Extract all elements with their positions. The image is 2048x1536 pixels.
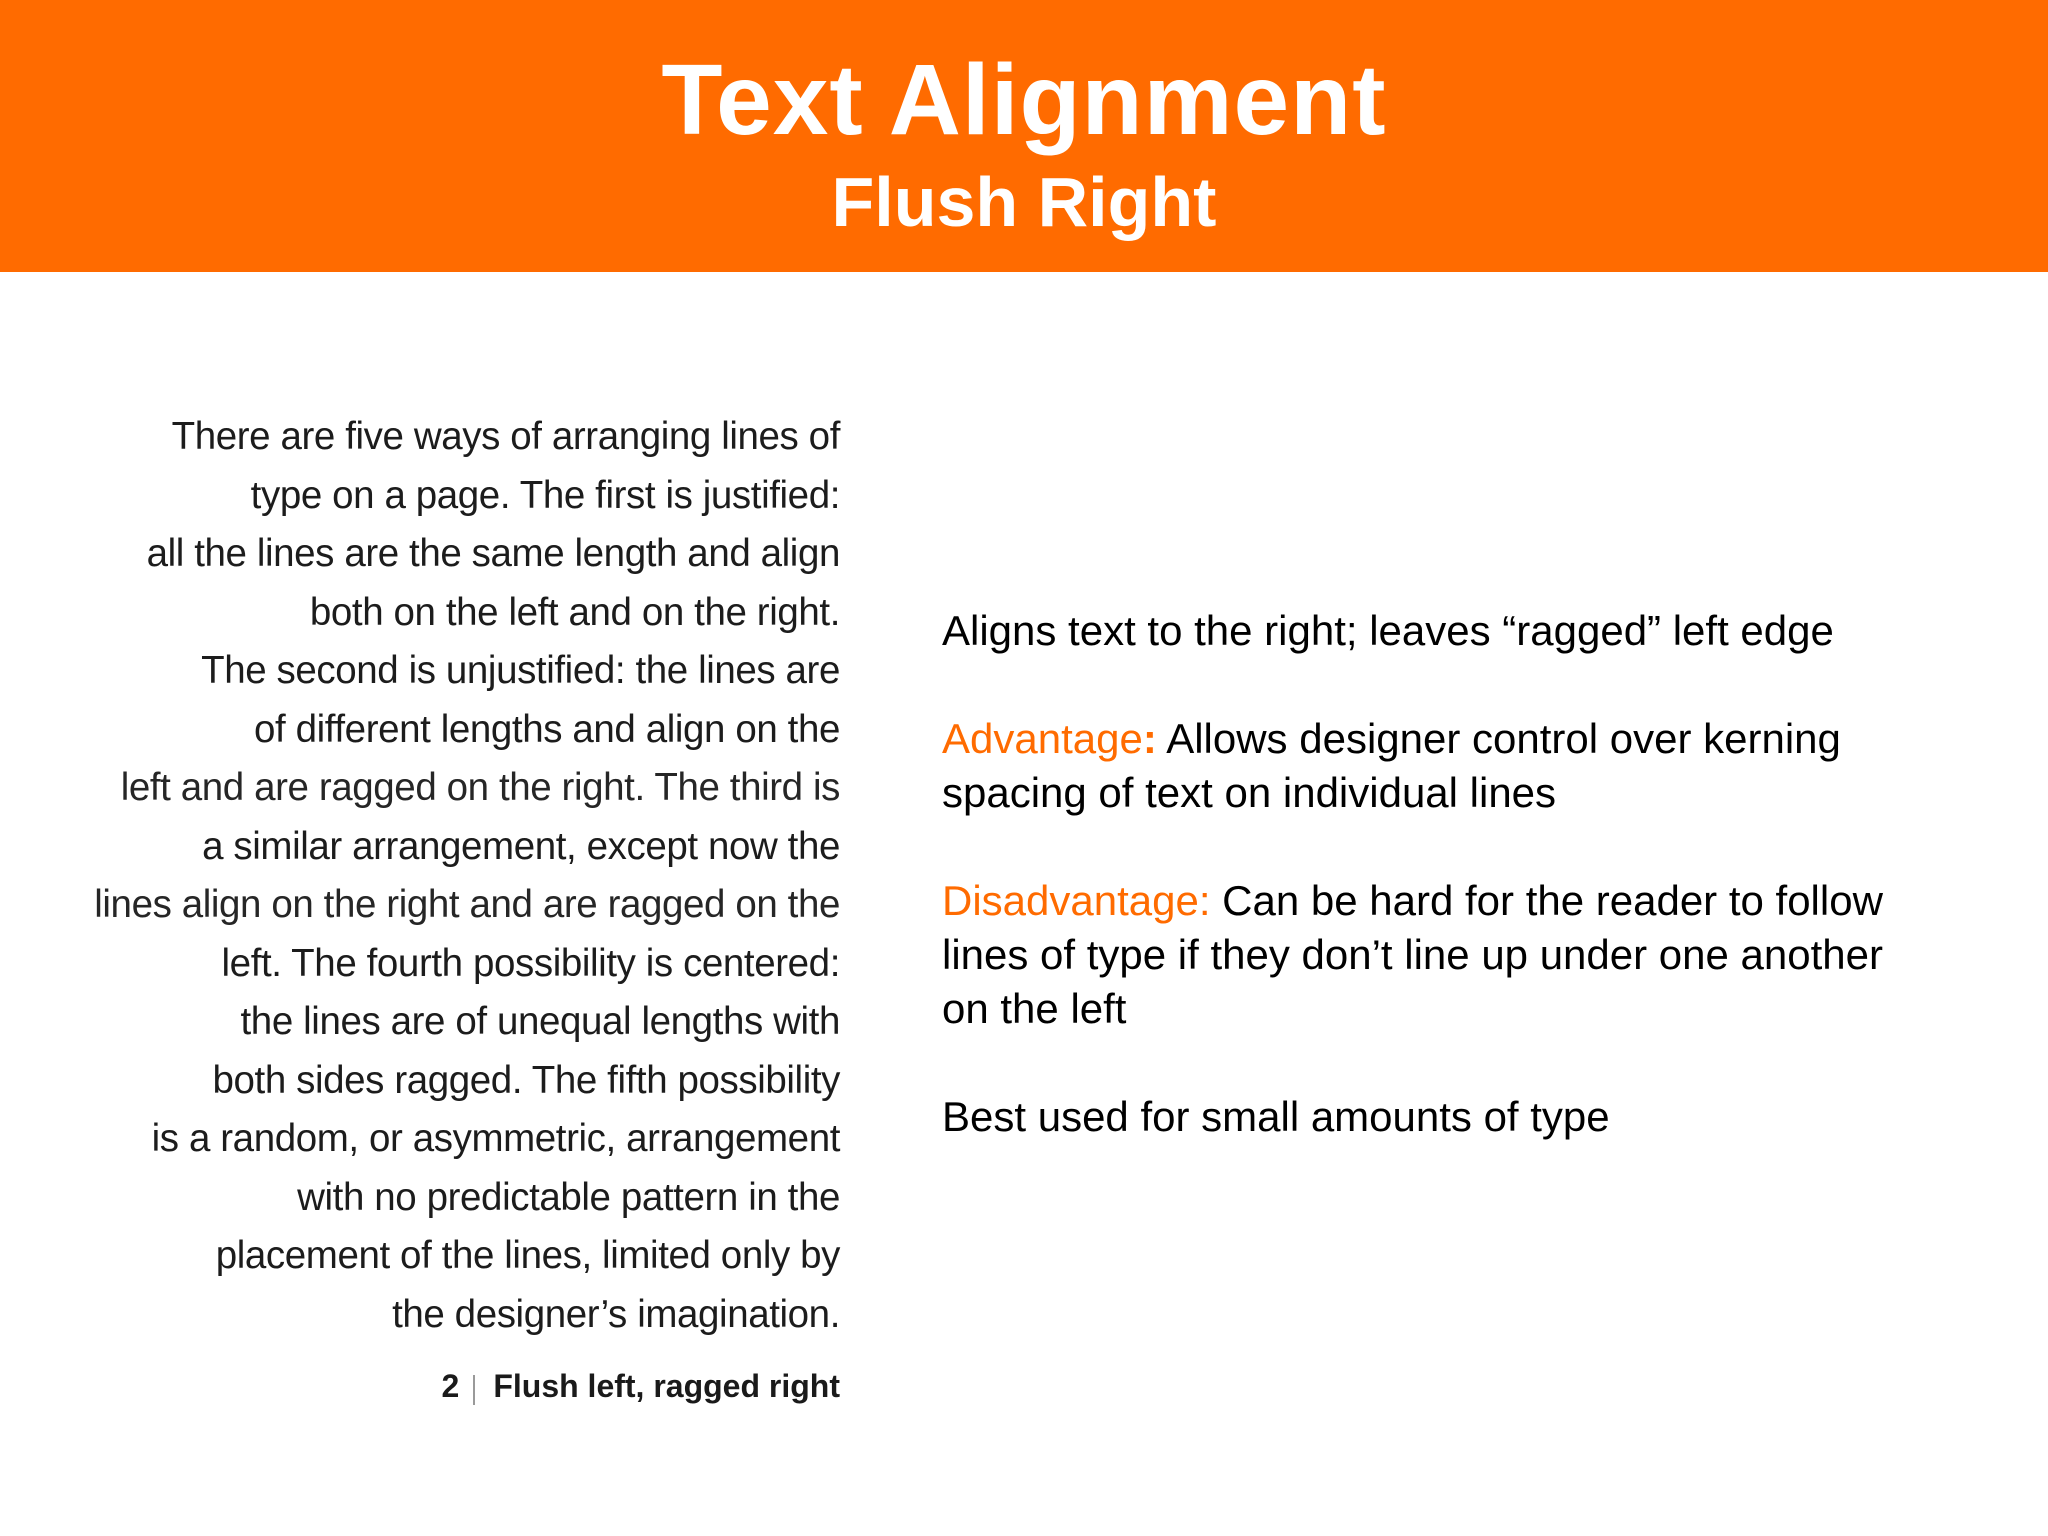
scan-line: both sides ragged. The fifth possibility bbox=[212, 1058, 840, 1102]
scan-line: with no predictable pattern in the bbox=[297, 1175, 840, 1219]
figure-caption-text: Flush left, ragged right bbox=[493, 1368, 840, 1404]
scan-line: There are five ways of arranging lines of bbox=[171, 415, 840, 458]
disadvantage-label: Disadvantage: bbox=[942, 877, 1211, 924]
disadvantage-line-1 bbox=[942, 874, 2032, 928]
scan-line: The second is unjustified: the lines are bbox=[201, 649, 840, 692]
slide-subtitle: Flush Right bbox=[831, 163, 1217, 241]
advantage-line-2: spacing of text on individual lines bbox=[942, 769, 1557, 816]
spacer bbox=[942, 820, 2032, 874]
scan-line: left. The fourth possibility is centered: bbox=[221, 941, 840, 985]
caption-divider bbox=[473, 1375, 475, 1405]
scan-line: both on the left and on the right. bbox=[309, 590, 840, 634]
summary-text: Aligns text to the right; leaves “ragged” left edge bbox=[942, 607, 1834, 654]
advantage-line-1 bbox=[942, 712, 2032, 766]
scan-line: left and are ragged on the right. The third is bbox=[120, 766, 840, 809]
disadvantage-text: Can be hard for the reader to follow bbox=[1210, 877, 1883, 924]
advantage-text: Allows designer control over kerning bbox=[1156, 715, 1841, 762]
figure-number: 2 bbox=[441, 1368, 460, 1404]
slide-title: Text Alignment bbox=[661, 44, 1387, 156]
scan-line: the lines are of unequal lengths with bbox=[240, 1000, 840, 1043]
header-banner bbox=[0, 0, 2048, 272]
scan-line: of different lengths and align on the bbox=[254, 707, 840, 751]
advantage-label: Advantage bbox=[942, 715, 1143, 762]
scan-line: all the lines are the same length and align bbox=[146, 532, 840, 575]
figure-caption bbox=[300, 1364, 840, 1408]
disadvantage-line-3: on the left bbox=[942, 985, 1127, 1032]
scan-line: type on a page. The first is justified: bbox=[250, 473, 840, 517]
scan-line: placement of the lines, limited only by bbox=[215, 1234, 840, 1277]
spacer bbox=[942, 658, 2032, 712]
disadvantage-line-2: lines of type if they don’t line up under one another bbox=[942, 931, 1883, 978]
best-used-text: Best used for small amounts of type bbox=[942, 1093, 1610, 1140]
scan-line: is a random, or asymmetric, arrangement bbox=[151, 1117, 840, 1160]
advantage-colon: : bbox=[1142, 715, 1157, 762]
scanned-text-excerpt bbox=[40, 408, 840, 1344]
scan-line: the designer’s imagination. bbox=[392, 1292, 840, 1336]
scan-line: lines align on the right and are ragged on the bbox=[94, 883, 840, 926]
scan-line: a similar arrangement, except now the bbox=[202, 824, 840, 868]
spacer bbox=[942, 1036, 2032, 1090]
notes-panel bbox=[942, 604, 2032, 1144]
